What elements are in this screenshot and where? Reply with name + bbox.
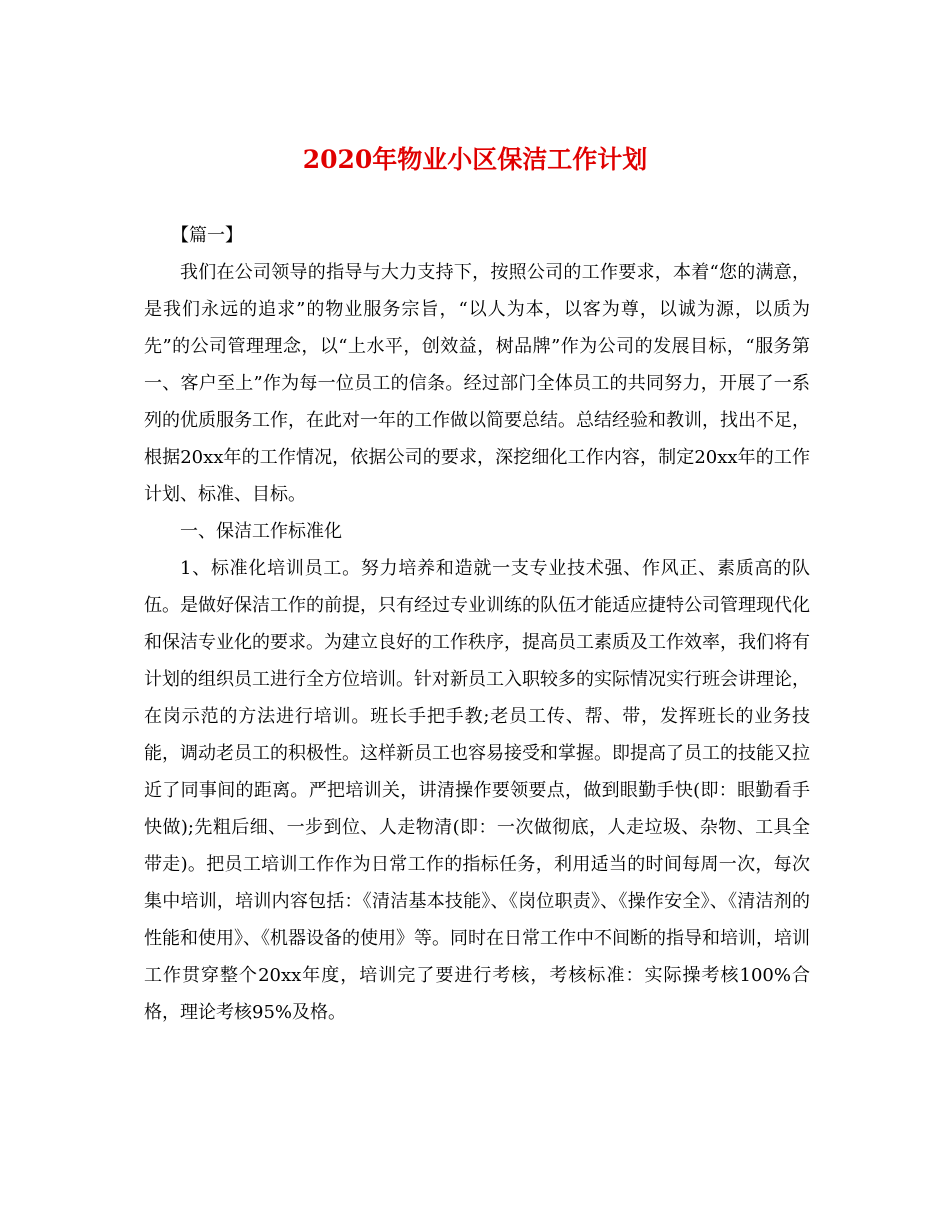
intro-paragraph: 我们在公司领导的指导与大力支持下，按照公司的工作要求，本着“您的满意，是我们永远的追求”的物业服务宗旨，“以人为本，以客为尊，以诚为源，以质为先”的公司管理理念，以“上水平，创效益，树品牌”作为公司的发展目标，“服务第一、客户至上”作为每一位员工的信条。经过部门全体员工的共同努力，开展了一系列的优质服务工作，在此对一年的工作做以简要总结。总结经验和教训，找出不足，根据20xx年的工作情况，依据公司的要求，深挖细化工作内容，制定20xx年的工作计划、标准、目标。 [144,262,810,505]
section-label: 【篇一】 [171,225,243,246]
section-heading: 一、保洁工作标准化 [180,521,342,542]
document-body [144,217,810,1031]
item-paragraph: 1、标准化培训员工。努力培养和造就一支专业技术强、作风正、素质高的队伍。是做好保洁工作的前提，只有经过专业训练的队伍才能适应捷特公司管理现代化和保洁专业化的要求。为建立良好的工作秩序，提高员工素质及工作效率，我们将有计划的组织员工进行全方位培训。针对新员工入职较多的实际情况实行班会讲理论，在岗示范的方法进行培训。班长手把手教;老员工传、帮、带，发挥班长的业务技能，调动老员工的积极性。这样新员工也容易接受和掌握。即提高了员工的技能又拉近了同事间的距离。严把培训关，讲清操作要领要点，做到眼勤手快(即：眼勤看手快做);先粗后细、一步到位、人走物清(即：一次做彻底，人走垃圾、杂物、工具全带走)。把员工培训工作作为日常工作的指标任务，利用适当的时间每周一次，每次集中培训，培训内容包括：《清洁基本技能》、《岗位职责》、《操作安全》、《清洁剂的性能和使用》、《机器设备的使用》等。同时在日常工作中不间断的指导和培训，培训工作贯穿整个20xx年度，培训完了要进行考核，考核标准：实际操考核100%合格，理论考核95%及格。 [144,558,810,1023]
document-title: 2020年物业小区保洁工作计划 [302,145,648,174]
